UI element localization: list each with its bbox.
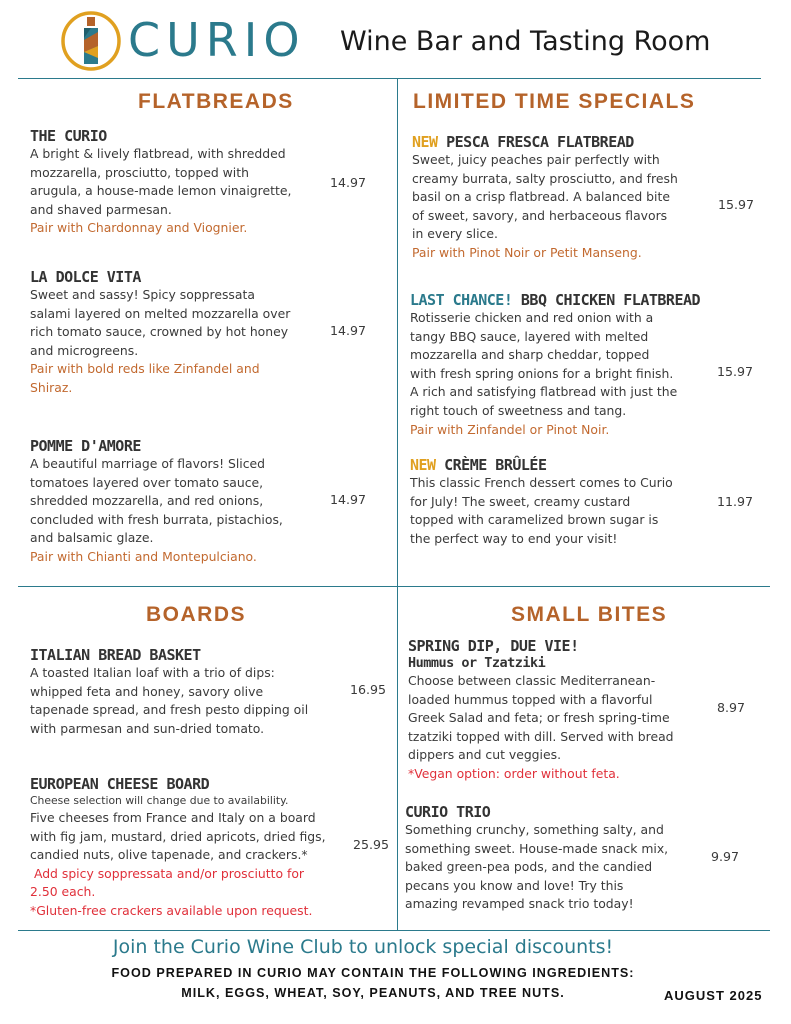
item-name: EUROPEAN CHEESE BOARD (30, 775, 210, 793)
item-name: SPRING DIP, DUE VIE! (408, 637, 579, 655)
menu-item-pesca-fresca (412, 133, 712, 263)
curio-logo-icon (60, 10, 122, 72)
item-note: Cheese selection will change due to availability. (30, 794, 289, 807)
item-name: NEW CRÈME BRÛLÉE (410, 456, 547, 474)
item-price: 15.97 (718, 197, 755, 212)
vegan-note: *Vegan option: order without feta. (408, 765, 620, 781)
brand-name: CURIO (128, 13, 306, 67)
mid-divider (18, 586, 770, 587)
item-price: 14.97 (330, 323, 367, 338)
wine-pairing: Pair with Chardonnay and Viognier. (30, 220, 248, 236)
menu-item-italian-bread-basket (30, 646, 350, 738)
item-price: 14.97 (330, 175, 367, 190)
new-badge: NEW (412, 133, 438, 151)
item-description: Something crunchy, something salty, and something sweet. House-made snack mix, baked green-pea pods, and the candied pecans you know and love! Try this amazing revamped snack trio today! (405, 822, 669, 912)
item-price: 15.97 (717, 364, 754, 379)
section-title-boards: BOARDS (146, 603, 247, 626)
item-price: 25.95 (353, 837, 390, 852)
item-description: Sweet and sassy! Spicy soppressata salami layered on melted mozzarella over rich tomato sauce, crowned by hot honey and microgreens. (30, 287, 291, 358)
wine-club-banner: Join the Curio Wine Club to unlock special discounts! (112, 936, 614, 958)
section-title-flatbreads: FLATBREADS (138, 90, 294, 113)
item-description: A bright & lively flatbread, with shredded mozzarella, prosciutto, topped with arugula, a house-made lemon vinaigrette, and shaved parmesan. (30, 146, 292, 217)
allergen-notice-line-2: MILK, EGGS, WHEAT, SOY, PEANUTS, AND TREE NUTS. (181, 986, 565, 1000)
new-badge: NEW (410, 456, 436, 474)
menu-date: AUGUST 2025 (664, 988, 763, 1003)
menu-item-spring-dip (408, 637, 708, 784)
menu-item-creme-brulee (410, 456, 710, 548)
item-description: Choose between classic Mediterranean- loaded hummus topped with a flavorful Greek Salad and feta; or fresh spring-time tzatziki topped with dill. Served with bread dippers and cut veggies. (408, 673, 674, 763)
item-description: Sweet, juicy peaches pair perfectly with creamy burrata, salty prosciutto, and fresh basil on a crisp flatbread. A balanced bite of sweet, savory, and herbaceous flavors in every slice. (412, 152, 678, 242)
item-name: CURIO TRIO (405, 803, 491, 821)
item-price: 11.97 (717, 494, 754, 509)
menu-item-la-dolce-vita (30, 268, 330, 398)
menu-item-pomme-damore (30, 437, 330, 567)
item-name: POMME D'AMORE (30, 437, 141, 455)
wine-pairing: Pair with Zinfandel or Pinot Noir. (410, 421, 610, 437)
menu-item-bbq-chicken (410, 291, 710, 439)
item-price: 9.97 (711, 849, 740, 864)
item-name: NEW PESCA FRESCA FLATBREAD (412, 133, 634, 151)
item-description: A beautiful marriage of flavors! Sliced tomatoes layered over tomato sauce, shredded mozzarella, and red onions, concluded with fresh burrata, pistachios, and balsamic glaze. (30, 456, 283, 546)
brand-tagline: Wine Bar and Tasting Room (340, 26, 711, 57)
column-divider (397, 78, 398, 930)
item-description: Rotisserie chicken and red onion with a tangy BBQ sauce, layered with melted mozzarella and sharp cheddar, topped with fresh spring onions for a bright finish. A rich and satisfying flatbread with just the right touch of sweetness and tang. (410, 310, 678, 418)
section-title-small-bites: SMALL BITES (511, 603, 668, 626)
item-description: This classic French dessert comes to Curio for July! The sweet, creamy custard topped with caramelized brown sugar is the perfect way to end your visit! (410, 475, 673, 546)
wine-pairing: Pair with Chianti and Montepulciano. (30, 548, 257, 564)
allergen-notice-line-1: FOOD PREPARED IN CURIO MAY CONTAIN THE FOLLOWING INGREDIENTS: (111, 966, 635, 980)
item-name: LAST CHANCE! BBQ CHICKEN FLATBREAD (410, 291, 701, 309)
footer-divider (18, 930, 770, 931)
last-chance-badge: LAST CHANCE! (410, 291, 513, 309)
header-divider (18, 78, 761, 79)
item-name: ITALIAN BREAD BASKET (30, 646, 201, 664)
wine-pairing: Pair with bold reds like Zinfandel and Shiraz. (30, 361, 260, 395)
item-subtitle: Hummus or Tzatziki (408, 655, 546, 671)
item-name: THE CURIO (30, 127, 107, 145)
item-name: LA DOLCE VITA (30, 268, 141, 286)
item-description: Five cheeses from France and Italy on a board with fig jam, mustard, dried apricots, dried figs, candied nuts, olive tapenade, and crackers.* (30, 810, 326, 863)
item-price: 14.97 (330, 492, 367, 507)
wine-pairing: Pair with Pinot Noir or Petit Manseng. (412, 244, 642, 260)
item-description: A toasted Italian loaf with a trio of dips: whipped feta and honey, savory olive tapenade spread, and fresh pesto dipping oil with parmesan and sun-dried tomato. (30, 665, 309, 736)
menu-item-curio-trio (405, 803, 710, 914)
menu-header (0, 0, 791, 78)
section-title-specials: LIMITED TIME SPECIALS (413, 90, 696, 113)
item-add-on-note: Add spicy soppressata and/or prosciutto for 2.50 each. *Gluten-free crackers available upon request. (30, 865, 313, 918)
item-price: 16.95 (350, 682, 387, 697)
menu-item-european-cheese-board (30, 775, 355, 921)
item-price: 8.97 (717, 700, 746, 715)
menu-item-the-curio (30, 127, 330, 238)
